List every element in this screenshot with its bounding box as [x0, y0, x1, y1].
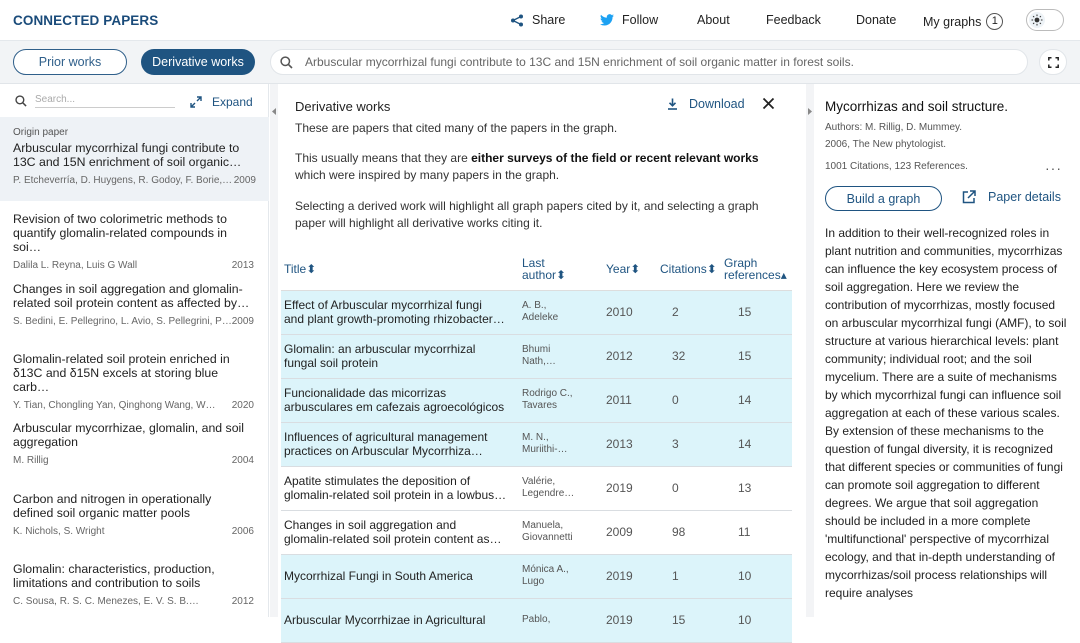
row-author-line: Lugo — [522, 576, 545, 587]
derivative-works-button[interactable]: Derivative works — [141, 49, 255, 75]
desc-text: which were inspired by many papers in the graph. — [295, 168, 560, 182]
table-row[interactable] — [281, 422, 792, 466]
table-row[interactable] — [281, 598, 792, 642]
row-graph-references: 15 — [724, 334, 792, 378]
list-item-authors: C. Sousa, R. S. C. Menezes, E. V. S. B.… — [13, 596, 199, 607]
feedback-link[interactable]: Feedback — [766, 13, 821, 27]
panel-description: These are papers that cited many of the papers in the graph. — [295, 121, 618, 135]
origin-paper-year: 2009 — [233, 175, 256, 186]
row-title-line: glomalin-related soil protein content as… — [284, 532, 502, 546]
row-year: 2019 — [606, 466, 660, 510]
row-author-line: Valérie, — [522, 476, 556, 487]
column-header-label: Title — [284, 261, 307, 276]
donate-link[interactable]: Donate — [856, 13, 897, 27]
row-author-line: Nath,… — [522, 356, 556, 367]
row-year: 2019 — [606, 554, 660, 598]
row-last-author — [522, 598, 606, 642]
row-title-line: glomalin-related soil protein in a lowbus… — [284, 488, 507, 502]
panel-description-2 — [295, 150, 775, 184]
row-citations: 2 — [660, 290, 724, 334]
row-last-author — [522, 290, 606, 334]
list-item-authors: K. Nichols, S. Wright — [13, 526, 105, 537]
origin-paper-label: Origin paper — [13, 127, 69, 138]
origin-paper-card[interactable] — [0, 117, 269, 201]
download-icon — [667, 98, 678, 110]
panel-description-3: Selecting a derived work will highlight all graph papers cited by it, and selecting a graph paper will highlight all derivative works citing it. — [295, 199, 759, 230]
row-citations: 0 — [660, 466, 724, 510]
paper-details-label: Paper details — [988, 190, 1061, 204]
column-header-label: references — [724, 267, 781, 282]
list-item[interactable] — [13, 421, 254, 466]
prior-works-button[interactable]: Prior works — [13, 49, 127, 75]
row-author-line: Muriithi-… — [522, 444, 568, 455]
list-item-year: 2009 — [231, 316, 254, 327]
row-last-author — [522, 334, 606, 378]
row-graph-references: 14 — [724, 422, 792, 466]
table-row[interactable] — [281, 290, 792, 334]
table-header-row — [281, 248, 792, 290]
row-author-line: A. B., — [522, 300, 547, 311]
row-title — [281, 466, 522, 510]
row-year: 2009 — [606, 510, 660, 554]
row-graph-references: 10 — [724, 554, 792, 598]
table-row[interactable] — [281, 466, 792, 510]
list-item[interactable] — [13, 212, 254, 271]
list-item[interactable] — [13, 492, 254, 537]
search-icon — [280, 56, 293, 69]
sidebar-search-input[interactable]: Search... — [35, 94, 175, 108]
row-title-line: practices on Arbuscular Mycorrhiza… — [284, 444, 483, 458]
download-button[interactable] — [667, 97, 745, 111]
row-year: 2012 — [606, 334, 660, 378]
row-graph-references: 10 — [724, 598, 792, 642]
detail-venue: 2006, The New phytologist. — [825, 139, 947, 150]
table-row[interactable] — [281, 554, 792, 598]
list-item-year: 2013 — [231, 260, 254, 271]
row-year: 2010 — [606, 290, 660, 334]
follow-button[interactable] — [600, 13, 658, 27]
expand-button[interactable] — [190, 95, 253, 109]
desc-text: This usually means that they are — [295, 151, 472, 165]
row-title-line: Funcionalidade das micorrizas — [284, 386, 447, 400]
sun-icon — [1029, 12, 1045, 28]
row-title-line: and plant growth-promoting rhizobacter… — [284, 312, 505, 326]
sidebar-search[interactable] — [15, 94, 175, 108]
table-row[interactable] — [281, 334, 792, 378]
list-item-year: 2012 — [231, 596, 254, 607]
column-header-year[interactable] — [606, 248, 660, 290]
sort-icon: ⬍ — [630, 261, 641, 276]
column-header-title[interactable] — [281, 248, 522, 290]
origin-paper-title: Arbuscular mycorrhizal fungi contribute to 13C and 15N enrichment of soil organic… — [13, 141, 242, 169]
brand-logo[interactable]: CONNECTED PAPERS — [13, 13, 159, 28]
row-title-line: Apatite stimulates the deposition of — [284, 474, 471, 488]
detail-abstract: In addition to their well-recognized roles in plant nutrition and communities, mycorrhizas can influence the key ecosystem process of soil aggregation. Here we review the contribution of mycorrhizas, mostly focused on arbuscular mycorrhizal fungi (AMF), to soil structure at various hierarchical levels: plant community; individual root; and the soil mycelium. There are a suite of mechanisms by which mycorrhizal fungi can influence soil aggregation at each of these various scales. By extension of these mechanisms to the question of fungal diversity, it is recognized that different species or communities of fungi can promote soil aggregation to different degrees. We argue that soil aggregation should be included in a more complete 'multifunctional' perspective of mycorrhizal ecology, and that in-depth understanding of mycorrhizas/soil process relationships will require analyses — [825, 226, 1067, 600]
list-item-title: Revision of two colorimetric methods to quantify glomalin-related compounds in soi… — [13, 212, 227, 254]
row-author-line: Adeleke — [522, 312, 559, 323]
table-row[interactable] — [281, 510, 792, 554]
paper-list-sidebar — [0, 84, 269, 617]
row-author-line: Manuela, — [522, 520, 564, 531]
origin-paper-authors: P. Etcheverría, D. Huygens, R. Godoy, F. Borie,… — [13, 175, 233, 186]
build-graph-button[interactable]: Build a graph — [825, 186, 942, 211]
detail-title: Mycorrhizas and soil structure. — [825, 99, 1009, 114]
row-title — [281, 290, 522, 334]
row-year: 2013 — [606, 422, 660, 466]
row-title — [281, 598, 522, 642]
list-item-title: Carbon and nitrogen in operationally defined soil organic matter pools — [13, 492, 212, 520]
list-item[interactable] — [13, 282, 254, 327]
left-panel-collapse-handle[interactable] — [270, 84, 278, 617]
row-title — [281, 554, 522, 598]
more-options-button[interactable]: ··· — [1045, 160, 1062, 176]
row-graph-references: 13 — [724, 466, 792, 510]
graph-search-bar[interactable] — [270, 49, 1028, 75]
column-header-label: Citations — [660, 261, 707, 276]
list-item-year: 2020 — [231, 400, 254, 411]
theme-toggle[interactable] — [1026, 9, 1064, 31]
sort-icon: ⬍ — [706, 261, 717, 276]
close-panel-button[interactable] — [762, 97, 775, 113]
detail-stats: 1001 Citations, 123 References. — [825, 161, 968, 172]
top-bar — [0, 0, 1080, 41]
close-icon — [762, 97, 775, 110]
list-item[interactable] — [13, 352, 254, 411]
sort-icon: ⬍ — [556, 267, 567, 282]
row-citations: 15 — [660, 598, 724, 642]
follow-label: Follow — [622, 13, 659, 27]
row-author-line: Bhumi — [522, 344, 551, 355]
column-header-label: Last — [522, 255, 545, 270]
share-button[interactable] — [510, 13, 565, 27]
my-graphs-label: My graphs — [923, 14, 982, 29]
list-item-title: Glomalin-related soil protein enriched in δ13C and δ15N excels at storing blue carb… — [13, 352, 230, 394]
list-item-year: 2006 — [231, 526, 254, 537]
list-item-meta — [13, 526, 254, 537]
row-author-line: Pablo, — [522, 614, 551, 625]
row-author-line: Tavares — [522, 400, 558, 411]
derivative-works-panel — [278, 84, 806, 627]
share-icon — [510, 14, 524, 27]
row-title — [281, 510, 522, 554]
column-header-label: Year — [606, 261, 631, 276]
table-row[interactable] — [281, 378, 792, 422]
list-item-meta — [13, 260, 254, 271]
column-header-last-author[interactable] — [522, 248, 606, 290]
paper-detail-panel — [815, 84, 1080, 617]
list-item-title: Glomalin: characteristics, production, limitations and contribution to soils — [13, 562, 215, 590]
list-item-authors: Dalila L. Reyna, Luis G Wall — [13, 260, 138, 271]
row-author-line: Rodrigo C., — [522, 388, 573, 399]
derivative-works-table — [281, 248, 792, 643]
external-link-icon — [962, 190, 976, 204]
my-graphs-count-badge: 1 — [986, 13, 1003, 30]
fullscreen-button[interactable] — [1039, 49, 1067, 75]
about-link[interactable]: About — [697, 13, 730, 27]
sort-icon: ⬍ — [306, 261, 317, 276]
row-title-line: Effect of Arbuscular mycorrhizal fungi — [284, 298, 482, 312]
column-header-graph-references[interactable] — [724, 248, 792, 290]
row-last-author — [522, 510, 606, 554]
row-last-author — [522, 422, 606, 466]
desc-emphasis: either surveys of the field or recent relevant works — [471, 151, 759, 165]
panel-title: Derivative works — [295, 99, 391, 114]
fullscreen-icon — [1048, 57, 1059, 68]
row-title-line: Glomalin: an arbuscular mycorrhizal — [284, 342, 476, 356]
download-label: Download — [689, 97, 745, 111]
list-item-title: Changes in soil aggregation and glomalin-related soil protein content as affected by… — [13, 282, 250, 310]
row-citations: 3 — [660, 422, 724, 466]
row-author-line: Giovannetti — [522, 532, 573, 543]
column-header-label: Graph — [724, 255, 758, 270]
list-item-year: 2004 — [231, 455, 254, 466]
paper-details-link[interactable] — [962, 190, 1061, 204]
list-item[interactable] — [13, 562, 254, 607]
list-item-meta — [13, 400, 254, 411]
graph-search-query: Arbuscular mycorrhizal fungi contribute to 13C and 15N enrichment of soil organic matter in forest soils. — [305, 55, 854, 69]
row-title — [281, 422, 522, 466]
expand-label: Expand — [212, 95, 253, 109]
list-item-meta — [13, 455, 254, 466]
expand-icon — [190, 96, 202, 108]
list-item-meta — [13, 316, 254, 327]
row-title-line: Arbuscular Mycorrhizae in Agricultural — [284, 613, 486, 627]
row-graph-references: 15 — [724, 290, 792, 334]
collapse-right-icon — [808, 108, 812, 115]
row-title-line: Influences of agricultural management — [284, 430, 488, 444]
row-citations: 1 — [660, 554, 724, 598]
row-author-line: Legendre… — [522, 488, 575, 499]
row-author-line: M. N., — [522, 432, 549, 443]
row-title-line: Mycorrhizal Fungi in South America — [284, 569, 473, 583]
row-citations: 32 — [660, 334, 724, 378]
my-graphs-link[interactable] — [923, 13, 1003, 30]
row-citations: 98 — [660, 510, 724, 554]
collapse-left-icon — [272, 108, 276, 115]
row-title-line: arbusculares em cafezais agroecológicos — [284, 400, 505, 414]
column-header-citations[interactable] — [660, 248, 724, 290]
row-graph-references: 14 — [724, 378, 792, 422]
row-citations: 0 — [660, 378, 724, 422]
row-title-line: Changes in soil aggregation and — [284, 518, 457, 532]
row-last-author — [522, 554, 606, 598]
sort-icon: ▴ — [780, 267, 787, 282]
row-title — [281, 378, 522, 422]
list-item-authors: M. Rillig — [13, 455, 49, 466]
row-title-line: fungal soil protein — [284, 356, 379, 370]
row-graph-references: 11 — [724, 510, 792, 554]
share-label: Share — [532, 13, 566, 27]
row-year: 2011 — [606, 378, 660, 422]
row-last-author — [522, 466, 606, 510]
list-item-meta — [13, 596, 254, 607]
list-item-title: Arbuscular mycorrhizae, glomalin, and soil aggregation — [13, 421, 245, 449]
row-last-author — [522, 378, 606, 422]
twitter-bird-icon — [600, 14, 614, 26]
right-panel-collapse-handle[interactable] — [806, 84, 814, 617]
row-author-line: Mónica A., — [522, 564, 569, 575]
origin-paper-meta — [13, 175, 256, 186]
list-item-authors: Y. Tian, Chongling Yan, Qinghong Wang, W… — [13, 400, 216, 411]
toolbar — [0, 41, 1080, 84]
detail-authors: Authors: M. Rillig, D. Mummey. — [825, 122, 963, 133]
row-title — [281, 334, 522, 378]
row-year: 2019 — [606, 598, 660, 642]
column-header-label: author — [522, 267, 557, 282]
list-item-authors: S. Bedini, E. Pellegrino, L. Avio, S. Pellegrini, P… — [13, 316, 232, 327]
search-icon — [15, 95, 27, 107]
